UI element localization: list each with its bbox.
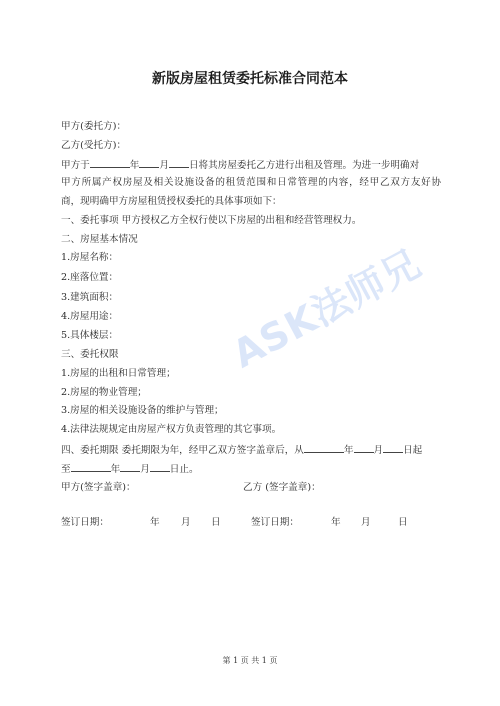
- house-floor-field: 5.具体楼层：: [61, 330, 119, 341]
- blank-end-day: [150, 462, 170, 472]
- party-b-date-label: 签订日期：: [251, 517, 299, 528]
- party-a-date-label: 签订日期：: [61, 517, 109, 528]
- term-text-8: 日止。: [169, 464, 199, 475]
- blank-month: [139, 158, 159, 168]
- party-b-date-year: 年: [331, 517, 341, 528]
- authority-item-2: 2.房屋的物业管理；: [61, 387, 147, 398]
- party-a-date-year: 年: [150, 517, 160, 528]
- party-a-signature-label: 甲方(签字盖章)：: [61, 482, 136, 493]
- term-text-5: 至: [61, 464, 71, 475]
- blank-end-month: [120, 462, 140, 472]
- intro-text-4: 日将其房屋委托乙方进行出租及管理。为进一步明确对: [188, 160, 420, 171]
- party-b-date-day: 日: [398, 517, 408, 528]
- authority-item-4: 4.法律法规规定由房屋产权方负责管理的其它事项。: [61, 424, 282, 435]
- intro-line-1: [61, 158, 441, 172]
- section-4-term-line-1: [61, 443, 441, 457]
- term-text-4: 日起: [403, 445, 423, 456]
- house-area-field: 3.建筑面积：: [61, 292, 119, 303]
- term-text-6: 年: [110, 464, 121, 475]
- watermark-logo: ASK法师兄: [225, 240, 429, 377]
- intro-text-1: 甲方于: [61, 160, 90, 171]
- house-usage-field: 4.房屋用途：: [61, 311, 119, 322]
- section-3-heading: 三、委托权限: [61, 349, 119, 360]
- authority-item-1: 1.房屋的出租和日常管理；: [61, 368, 176, 379]
- blank-day: [169, 158, 189, 168]
- blank-end-year: [71, 462, 111, 472]
- term-text-1: 四、委托期限 委托期限为年，经甲乙双方签字盖章后，从: [61, 445, 304, 456]
- section-4-term-line-2: [61, 462, 441, 476]
- house-name-field: 1.房屋名称：: [61, 252, 119, 263]
- party-a-date-day: 日: [211, 517, 221, 528]
- party-a-date-month: 月: [181, 517, 191, 528]
- intro-text-2: 年: [129, 160, 140, 171]
- document-title: 新版房屋租赁委托标准合同范本: [152, 71, 348, 87]
- blank-year: [90, 158, 130, 168]
- blank-start-year: [304, 443, 344, 453]
- section-1-entrustment: 一、委托事项 甲方授权乙方全权行使以下房屋的出租和经营管理权力。: [61, 215, 362, 226]
- blank-start-month: [354, 443, 374, 453]
- page-number-footer: 第 1 页 共 1 页: [222, 656, 278, 665]
- blank-start-day: [383, 443, 403, 453]
- section-2-heading: 二、房屋基本情况: [61, 234, 138, 245]
- intro-line-3: 商，现明确甲方房屋租赁授权委托的具体事项如下：: [61, 196, 282, 207]
- authority-item-3: 3.房屋的相关设施设备的维护与管理；: [61, 405, 224, 416]
- term-text-7: 月: [140, 464, 150, 475]
- party-a-line: 甲方(委托方)：: [61, 121, 127, 132]
- intro-text-3: 月: [159, 160, 169, 171]
- term-text-3: 月: [373, 445, 384, 456]
- party-b-line: 乙方(受托方)：: [61, 140, 127, 151]
- house-location-field: 2.座落位置：: [61, 272, 119, 283]
- party-b-signature-label: 乙方 (签字盖章)：: [243, 482, 321, 493]
- intro-line-2: 甲方所属产权房屋及相关设施设备的租赁范围和日常管理的内容，经甲乙双方友好协: [61, 177, 441, 188]
- party-b-date-month: 月: [361, 517, 371, 528]
- term-text-2: 年: [343, 445, 354, 456]
